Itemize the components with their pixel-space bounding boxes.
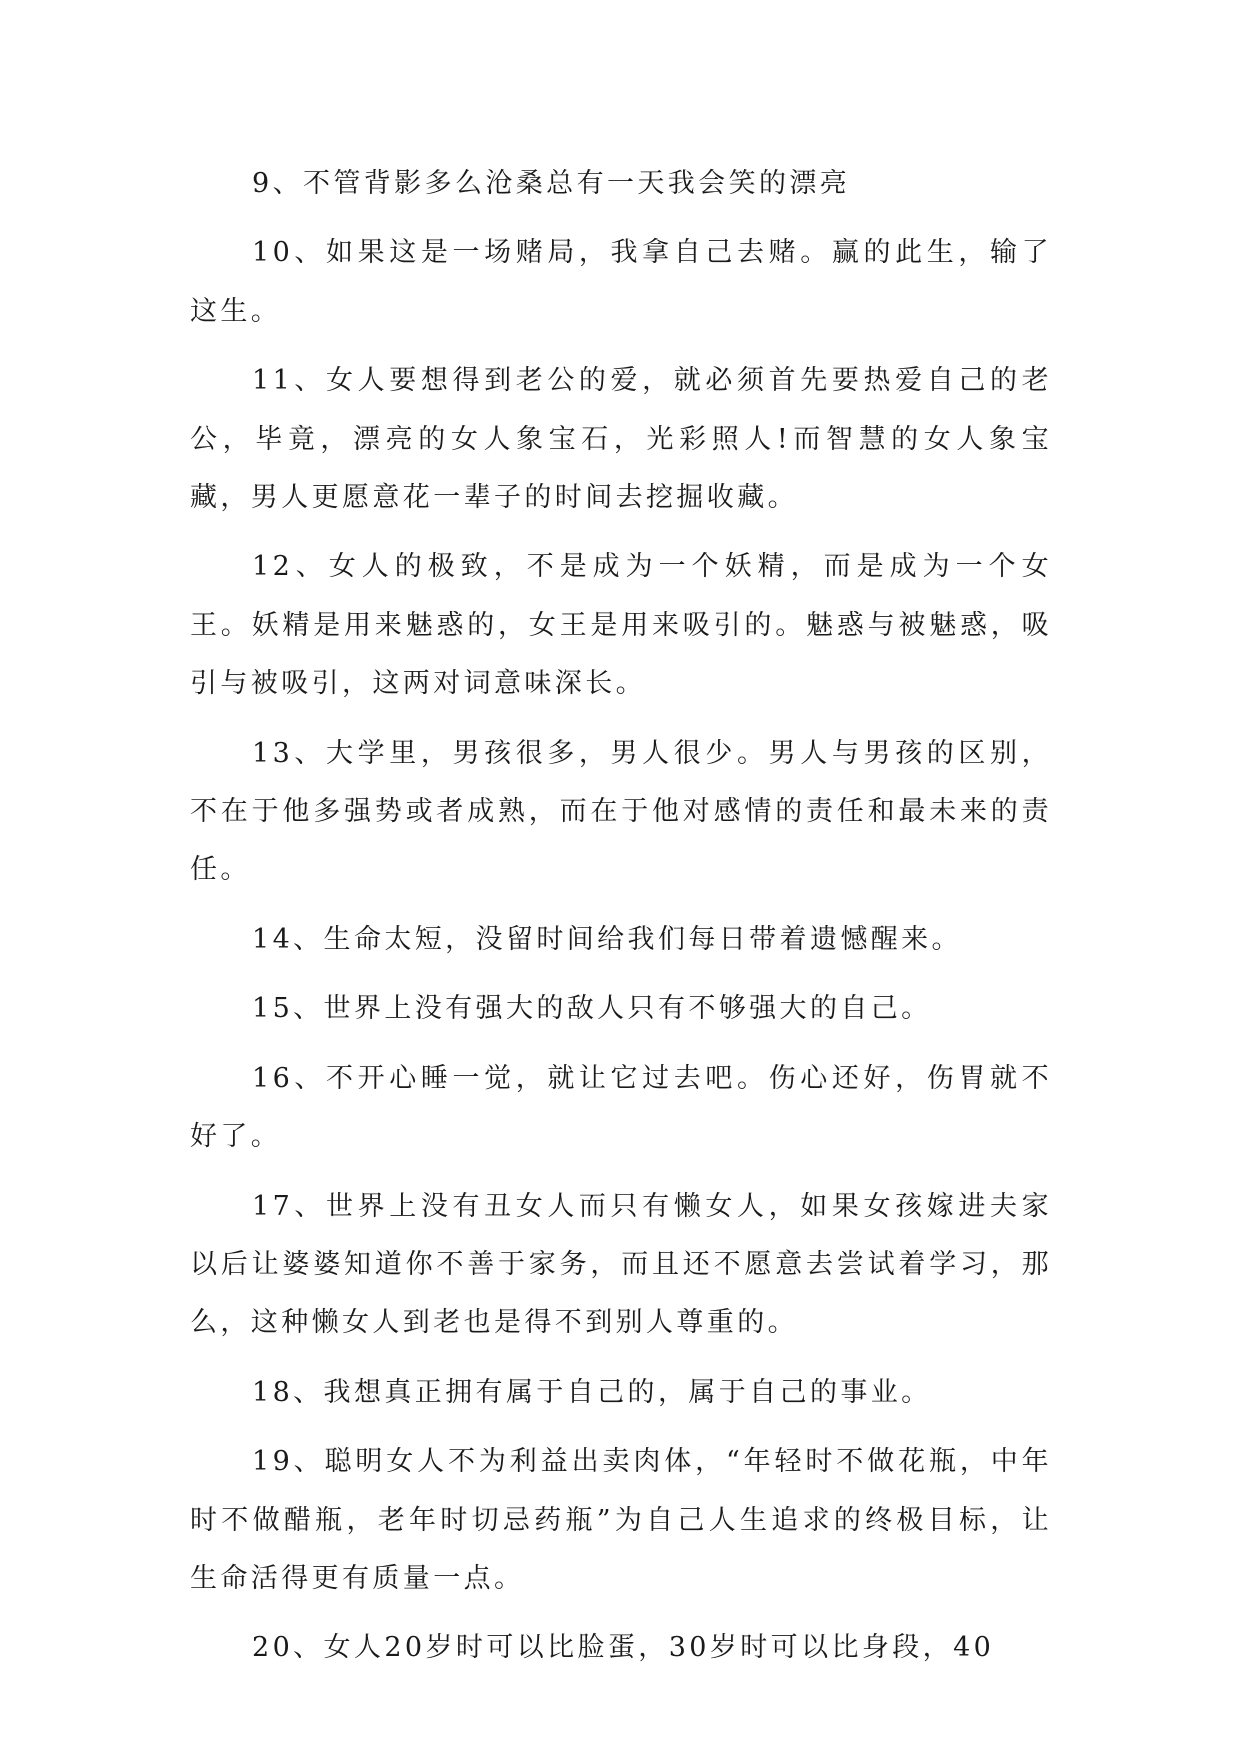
paragraph-13: 13、大学里，男孩很多，男人很少。男人与男孩的区别，不在于他多强势或者成熟，而在于他对感情的责任和最未来的责任。 — [190, 737, 1052, 886]
paragraph-20: 20、女人20岁时可以比脸蛋，30岁时可以比身段，40 — [252, 1632, 995, 1664]
document-body — [190, 155, 1052, 1689]
paragraph-16: 16、不开心睡一觉，就让它过去吧。伤心还好，伤胃就不好了。 — [190, 1062, 1052, 1153]
paragraph-10: 10、如果这是一场赌局，我拿自己去赌。赢的此生，输了这生。 — [190, 237, 1052, 327]
paragraph-14: 14、生命太短，没留时间给我们每日带着遗憾醒来。 — [252, 923, 962, 955]
paragraph-18: 18、我想真正拥有属于自己的，属于自己的事业。 — [252, 1376, 932, 1408]
paragraph-17: 17、世界上没有丑女人而只有懒女人，如果女孩嫁进夫家以后让婆婆知道你不善于家务，而且还不愿意去尝试着学习，那么，这种懒女人到老也是得不到别人尊重的。 — [190, 1190, 1052, 1339]
paragraph-19: 19、聪明女人不为利益出卖肉体，“年轻时不做花瓶，中年时不做醋瓶，老年时切忌药瓶”为自己人生追求的终极目标，让生命活得更有质量一点。 — [190, 1446, 1052, 1594]
paragraph-15: 15、世界上没有强大的敌人只有不够强大的自己。 — [252, 993, 932, 1025]
paragraph-9: 9、不管背影多么沧桑总有一天我会笑的漂亮 — [252, 168, 851, 199]
paragraph-11: 11、女人要想得到老公的爱，就必须首先要热爱自己的老公，毕竟，漂亮的女人象宝石，光彩照人!而智慧的女人象宝藏，男人更愿意花一辈子的时间去挖掘收藏。 — [190, 365, 1052, 514]
paragraph-12: 12、女人的极致，不是成为一个妖精，而是成为一个女王。妖精是用来魅惑的，女王是用来吸引的。魅惑与被魅惑，吸引与被吸引，这两对词意味深长。 — [190, 551, 1052, 700]
